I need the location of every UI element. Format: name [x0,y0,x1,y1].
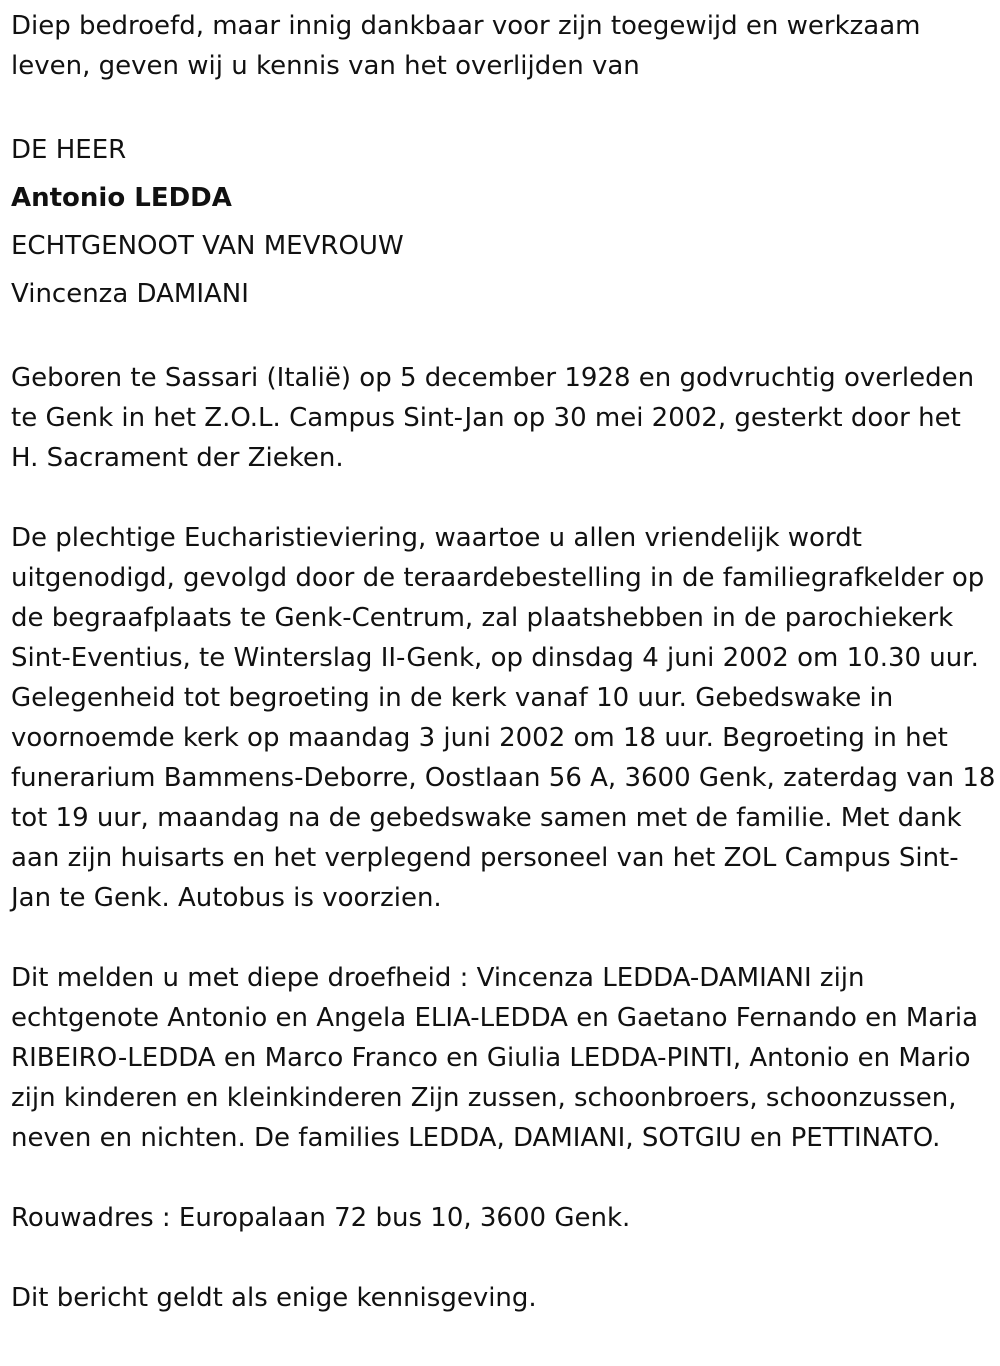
spacer [11,86,996,126]
spacer [11,1238,996,1278]
ceremony-paragraph: De plechtige Eucharistieviering, waartoe u allen vriendelijk wordt uitgenodigd, gevolgd door de teraardebestelling in de familiegrafkelder op de begraafplaats te Genk-Centrum, zal plaatshebben in de parochiekerk Sint-Eventius, te Winterslag II-Genk, op dinsdag 4 juni 2002 om 10.30 uur. Gelegenheid tot begroeting in de kerk vanaf 10 uur. Gebedswake in voornoemde kerk op maandag 3 juni 2002 om 18 uur. Begroeting in het funerarium Bammens-Deborre, Oostlaan 56 A, 3600 Genk, zaterdag van 18 tot 19 uur, maandag na de gebedswake samen met de familie. Met dank aan zijn huisarts en het verplegend personeel van het ZOL Campus Sint-Jan te Genk. Autobus is voorzien. [11,523,996,913]
intro-paragraph: Diep bedroefd, maar innig dankbaar voor zijn toegewijd en werkzaam leven, geven wij u kennis van het overlijden van [11,11,921,81]
family-paragraph: Dit melden u met diepe droefheid : Vincenza LEDDA-DAMIANI zijn echtgenote Antonio en Angela ELIA-LEDDA en Gaetano Fernando en Maria RIBEIRO-LEDDA en Marco Franco en Giulia LEDDA-PINTI, Antonio en Mario zijn kinderen en kleinkinderen Zijn zussen, schoonbroers, schoonzussen, neven en nichten. De families LEDDA, DAMIANI, SOTGIU en PETTINATO. [11,963,979,1153]
deceased-name: Antonio LEDDA [11,183,232,213]
spacer [11,478,996,518]
spacer [11,318,996,358]
obituary-notice [11,6,996,1318]
spacer [11,1158,996,1198]
spouse-name: Vincenza DAMIANI [11,279,249,309]
birth-death-paragraph: Geboren te Sassari (Italië) op 5 december 1928 en godvruchtig overleden te Genk in het Z.O.L. Campus Sint-Jan op 30 mei 2002, gesterkt door het H. Sacrament der Zieken. [11,363,975,473]
address-line: Rouwadres : Europalaan 72 bus 10, 3600 Genk. [11,1203,631,1233]
spouse-label: ECHTGENOOT VAN MEVROUW [11,231,404,261]
honorific-title: DE HEER [11,135,127,165]
closing-line: Dit bericht geldt als enige kennisgeving. [11,1283,537,1313]
spacer [11,918,996,958]
